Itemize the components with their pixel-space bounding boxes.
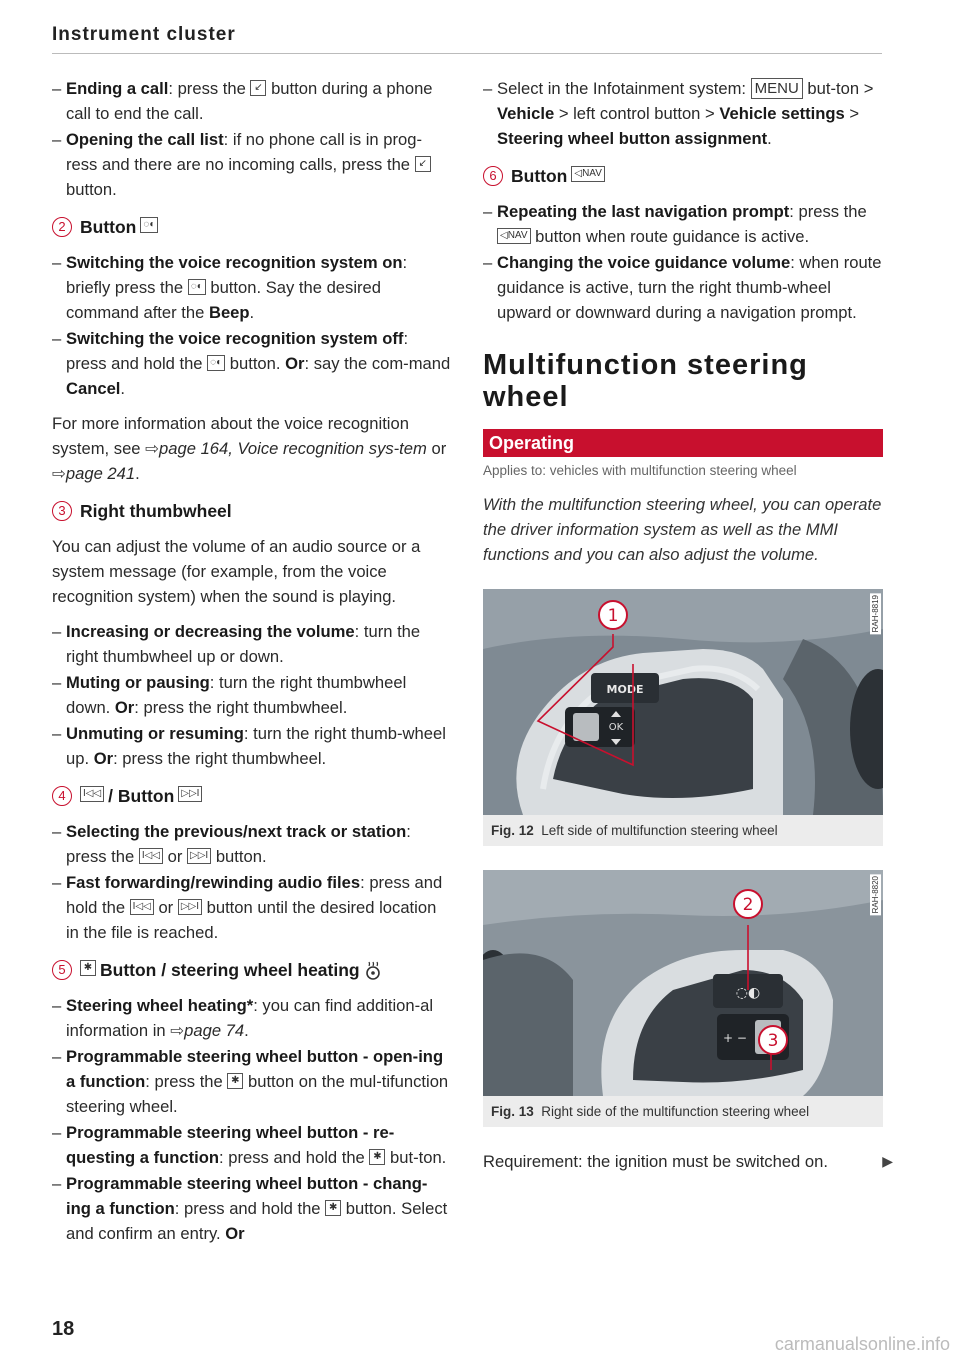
figure-caption: Fig. 13 Right side of the multifunction steering wheel <box>483 1096 883 1127</box>
page-ref-link[interactable]: page 164, Voice recognition sys-tem <box>159 439 427 458</box>
svg-text:◌◐: ◌◐ <box>735 985 761 1001</box>
star-key-icon: ✱ <box>227 1073 243 1089</box>
list-item-end-call: – Ending a call: press the ↙ button during a phone call to end the call. <box>52 76 452 126</box>
subsection-bar: Operating <box>483 429 883 457</box>
figure-code: RAH-8819 <box>871 595 880 633</box>
right-column <box>483 76 893 1174</box>
page-ref-link[interactable]: page 74 <box>184 1021 245 1040</box>
page-ref-arrow-icon: ⇨ <box>145 439 160 458</box>
list-item-vr-off: – Switching the voice recognition system off: press and hold the ◌◐ button. Or: say the com-mand Cancel. <box>52 326 452 401</box>
header-title: Instrument cluster <box>52 24 236 45</box>
nav-key-icon: ◁NAV <box>571 166 605 182</box>
star-key-icon: ✱ <box>325 1200 341 1216</box>
page-ref-arrow-icon: ⇨ <box>52 464 66 483</box>
section-title: Multifunction steering wheel <box>483 349 808 413</box>
phone-key-icon: ↙ <box>250 80 266 96</box>
requirement-text: Requirement: the ignition must be switched on. ▶ <box>483 1149 883 1174</box>
list-item-select-infotainment: – Select in the Infotainment system: MENU but-ton > Vehicle > left control button > Vehicle settings > Steering wheel button assignment. <box>483 76 883 151</box>
previous-track-key-icon: I◁◁ <box>139 848 163 864</box>
page-header <box>52 24 882 54</box>
right-steering-wheel-illustration <box>483 870 883 1096</box>
callout-number: 4 <box>52 786 72 806</box>
figure-caption: Fig. 12 Left side of multifunction steering wheel <box>483 815 883 846</box>
figure-12 <box>483 589 883 846</box>
list-item-track: – Selecting the previous/next track or station: press the I◁◁ or ▷▷I button. <box>52 819 452 869</box>
voice-key-icon: ◌◐ <box>207 355 225 371</box>
list-item-volume: – Increasing or decreasing the volume: turn the right thumbwheel up or down. <box>52 619 452 669</box>
list-item-prog-open: – Programmable steering wheel button - open-ing a function: press the ✱ button on the mul-tifunction steering wheel. <box>52 1044 452 1119</box>
list-item-mute: – Muting or pausing: turn the right thumbwheel down. Or: press the right thumbwheel. <box>52 670 452 720</box>
list-item-voice-guidance-volume: – Changing the voice guidance volume: when route guidance is active, turn the right thumb-wheel upward or downward during a navigation prompt. <box>483 250 883 325</box>
star-key-icon: ✱ <box>369 1149 385 1165</box>
list-item-fast-forward: – Fast forwarding/rewinding audio files: press and hold the I◁◁ or ▷▷I button until the desired location in the file is reached. <box>52 870 452 945</box>
list-item-vr-on: – Switching the voice recognition system on: briefly press the ◌◐ button. Say the desired command after the Beep. <box>52 250 452 325</box>
next-track-key-icon: ▷▷I <box>187 848 211 864</box>
nav-key-icon: ◁NAV <box>497 228 531 244</box>
paragraph-volume: You can adjust the volume of an audio source or a system message (for example, from the voice recognition system) when the sound is playing. <box>52 537 421 606</box>
list-item-heating: – Steering wheel heating*: you can find addition-al information in ⇨page 74. <box>52 993 452 1043</box>
phone-key-icon: ↙ <box>415 156 431 172</box>
section-heading-4: 4 I◁◁ / Button ▷▷I <box>52 783 452 809</box>
callout-number: 1 <box>607 606 619 626</box>
list-item-unmute: – Unmuting or resuming: turn the right thumb-wheel up. Or: press the right thumbwheel. <box>52 721 452 771</box>
next-track-key-icon: ▷▷I <box>178 786 202 802</box>
callout-number: 2 <box>52 217 72 237</box>
svg-text:+ −: + − <box>723 1031 747 1045</box>
section-heading-3: 3 Right thumbwheel <box>52 498 452 524</box>
section-heading-6: 6 Button ◁NAV <box>483 163 883 189</box>
list-item-repeat-prompt: – Repeating the last navigation prompt: press the ◁NAV button when route guidance is active. <box>483 199 883 249</box>
menu-key-icon: MENU <box>751 78 803 99</box>
watermark: carmanualsonline.info <box>774 1334 950 1354</box>
callout-number: 2 <box>742 895 754 915</box>
steering-wheel-heating-icon <box>364 960 382 980</box>
next-track-key-icon: ▷▷I <box>178 899 202 915</box>
section-heading-2: 2 Button ◌◐ <box>52 214 452 240</box>
list-item-open-call-list: – Opening the call list: if no phone call is in prog-ress and there are no incoming calls, press the ↙ button. <box>52 127 452 202</box>
callout-number: 5 <box>52 960 72 980</box>
voice-key-icon: ◌◐ <box>140 217 158 233</box>
list-item-prog-request: – Programmable steering wheel button - re-questing a function: press and hold the ✱ but-ton. <box>52 1120 452 1170</box>
page-ref-link[interactable]: page 241 <box>65 464 136 483</box>
left-column <box>52 76 452 1247</box>
callout-number: 6 <box>483 166 503 186</box>
page-number: 18 <box>52 1318 75 1340</box>
callout-number: 3 <box>52 501 72 521</box>
ok-label: OK <box>608 722 624 733</box>
callout-number: 3 <box>767 1031 779 1051</box>
section-heading-5: 5 ✱ Button / steering wheel heating <box>52 957 452 983</box>
star-key-icon: ✱ <box>80 960 96 976</box>
continue-arrow-icon: ▶ <box>882 1153 893 1169</box>
lead-paragraph: With the multifunction steering wheel, you can operate the driver information system as well as the MMI functions and you can also adjust the volume. <box>483 495 882 564</box>
mode-label: MODE <box>606 683 644 696</box>
left-steering-wheel-illustration <box>483 589 883 815</box>
figure-code: RAH-8820 <box>871 876 880 914</box>
list-item-prog-change: – Programmable steering wheel button - chang-ing a function: press and hold the ✱ button. Select and confirm an entry. Or <box>52 1171 452 1246</box>
previous-track-key-icon: I◁◁ <box>130 899 154 915</box>
previous-track-key-icon: I◁◁ <box>80 786 104 802</box>
figure-13 <box>483 870 883 1127</box>
paragraph-more-info: For more information about the voice recognition system, see ⇨page 164, Voice recognition sys-tem or ⇨page 241. <box>52 414 447 483</box>
page-ref-arrow-icon: ⇨ <box>170 1021 185 1040</box>
voice-key-icon: ◌◐ <box>188 279 206 295</box>
applies-to-note: Applies to: vehicles with multifunction steering wheel <box>483 463 797 478</box>
